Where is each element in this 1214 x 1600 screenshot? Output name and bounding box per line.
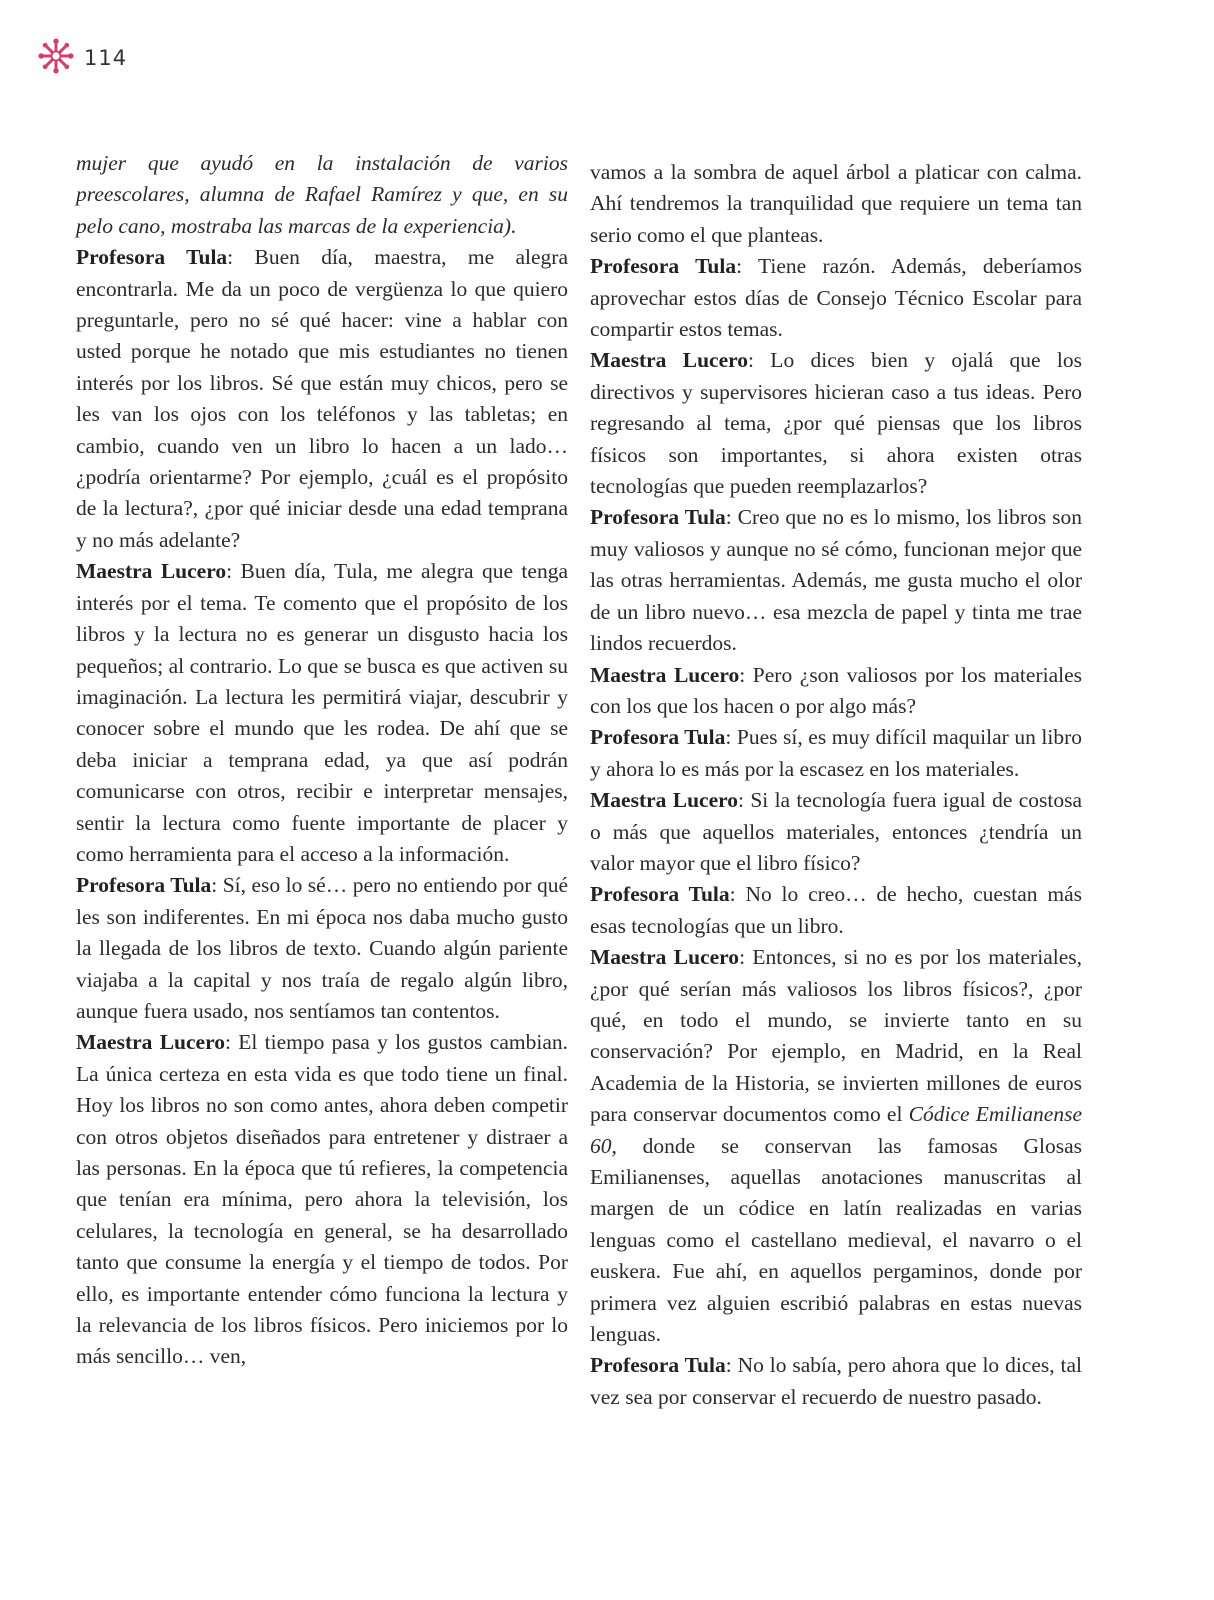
speaker-name: Maestra Lucero [590, 788, 739, 813]
stage-direction: mujer que ayudó en la instalación de varios preescolares, alumna de Rafael Ramírez y que, en su pelo cano, mostraba las marcas de la experiencia). [76, 151, 568, 238]
dialogue-text: : Lo dices bien y ojalá que los directivos y supervisores hicieran caso a tus ideas. Pero regresando al tema, ¿por qué piensas que los libros físicos son importantes, si ahora existen otras tecnologías que pueden reemplazarlos? [590, 348, 1082, 499]
speaker-name: Profesora Tula [590, 254, 737, 279]
speaker-name: Maestra Lucero [590, 348, 749, 373]
dialogue-paragraph [590, 251, 1082, 345]
dialogue-paragraph [590, 1350, 1082, 1413]
dialogue-paragraph [76, 1027, 568, 1372]
dialogue-text: : Creo que no es lo mismo, los libros son muy valiosos y aunque no sé cómo, funcionan mejor que las otras herramientas. Además, me gusta mucho el olor de un libro nuevo… esa mezcla de papel y tinta me trae lindos recuerdos. [590, 505, 1082, 656]
speaker-name: Profesora Tula [590, 882, 730, 907]
dialogue-text: : Buen día, Tula, me alegra que tenga interés por el tema. Te comento que el propósito de los libros y la lectura no es generar un disgusto hacia los pequeños; al contrario. Lo que se busca es que activen su imaginación. La lectura les permitirá viajar, descubrir y conocer sobre el mundo que les rodea. De ahí que se deba iniciar a temprana edad, ya que así podrán comunicarse con otros, recibir e interpretar mensajes, sentir la lectura como fuente importante de placer y como herramienta para el acceso a la información. [76, 559, 568, 866]
dialogue-paragraph [590, 722, 1082, 785]
asterisk-flower-icon [38, 38, 74, 78]
dialogue-text: : No lo creo… de hecho, cuestan más esas tecnologías que un libro. [590, 882, 1082, 938]
speaker-name: Profesora Tula [590, 1353, 726, 1378]
dialogue-text: : Sí, eso lo sé… pero no entiendo por qué les son indiferentes. En mi época nos daba mucho gusto la llegada de los libros de texto. Cuando algún pariente viajaba a la capital y nos traía de regalo algún libro, aunque fuera usado, nos sentíamos tan contentos. [76, 873, 568, 1023]
dialogue-paragraph [590, 660, 1082, 723]
dialogue-paragraph [590, 502, 1082, 659]
speaker-name: Maestra Lucero [76, 1030, 225, 1055]
dialogue-text: : El tiempo pasa y los gustos cambian. La única certeza en esta vida es que todo tiene un final. Hoy los libros no son como antes, ahora deben competir con otros objetos diseñados para entretener y distraer a las personas. En la época que tú refieres, la competencia que tenían era mínima, pero ahora la televisión, los celulares, la tecnología en general, se ha desarrollado tanto que consume la energía y el tiempo de todos. Por ello, es importante entender cómo funciona la lectura y la relevancia de los libros físicos. Pero iniciemos por lo más sencillo… ven, [76, 1030, 568, 1369]
continuation-text: vamos a la sombra de aquel árbol a platicar con calma. Ahí tendremos la tranquilidad que requiere un tema tan serio como el que planteas. [590, 160, 1082, 247]
speaker-name: Profesora Tula [76, 873, 212, 898]
speaker-name: Profesora Tula [76, 245, 228, 270]
speaker-name: Profesora Tula [590, 505, 726, 530]
dialogue-text: : Pues sí, es muy difícil maquilar un libro y ahora lo es más por la escasez en los materiales. [590, 725, 1082, 781]
page-header [38, 42, 127, 74]
dialogue-paragraph [76, 556, 568, 870]
dialogue-paragraph [590, 785, 1082, 879]
codex-title: Códice Emilianense 60 [590, 1102, 1082, 1158]
speaker-name: Maestra Lucero [590, 662, 740, 687]
dialogue-paragraph [76, 242, 568, 556]
dialogue-paragraph [590, 345, 1082, 502]
left-column [76, 148, 568, 1373]
speaker-name: Maestra Lucero [76, 559, 227, 584]
dialogue-text: , donde se conservan las famosas Glosas Emilianenses, aquellas anotaciones manuscritas al margen de un códice en latín realizadas en varias lenguas como el castellano medieval, el navarro o el euskera. Fue ahí, en aquellos pergaminos, donde por primera vez alguien escribió palabras en estas nuevas lenguas. [590, 1133, 1082, 1347]
dialogue-paragraph [590, 879, 1082, 942]
dialogue-text: : Pero ¿son valiosos por los materiales con los que los hacen o por algo más? [590, 662, 1082, 718]
page-number: 114 [84, 46, 128, 70]
dialogue-text: : Buen día, maestra, me alegra encontrarla. Me da un poco de vergüenza lo que quiero preguntarle, pero no sé qué hacer: vine a hablar con usted porque he notado que mis estudiantes no tienen interés por los libros. Sé que están muy chicos, pero se les van los ojos con los teléfonos y las tabletas; en cambio, cuando ven un libro lo hacen a un lado… ¿podría orientarme? Por ejemplo, ¿cuál es el propósito de la lectura?, ¿por qué iniciar desde una edad temprana y no más adelante? [76, 245, 568, 552]
dialogue-paragraph [590, 942, 1082, 1350]
right-column [590, 157, 1082, 1413]
dialogue-text: : Tiene razón. Además, deberíamos aprovechar estos días de Consejo Técnico Escolar para compartir estos temas. [590, 254, 1082, 342]
dialogue-text: : No lo sabía, pero ahora que lo dices, tal vez sea por conservar el recuerdo de nuestro pasado. [590, 1353, 1082, 1409]
speaker-name: Profesora Tula [590, 725, 726, 750]
speaker-name: Maestra Lucero [590, 945, 740, 970]
dialogue-text: : Si la tecnología fuera igual de costosa o más que aquellos materiales, entonces ¿tendría un valor mayor que el libro físico? [590, 788, 1082, 875]
dialogue-text: : Entonces, si no es por los materiales, ¿por qué serían más valiosos los libros físicos?, ¿por qué, en todo el mundo, se invierte tanto en su conservación? Por ejemplo, en Madrid, en la Real Academia de la Historia, se invierten millones de euros para conservar documentos como el [590, 945, 1082, 1127]
dialogue-paragraph [76, 870, 568, 1027]
